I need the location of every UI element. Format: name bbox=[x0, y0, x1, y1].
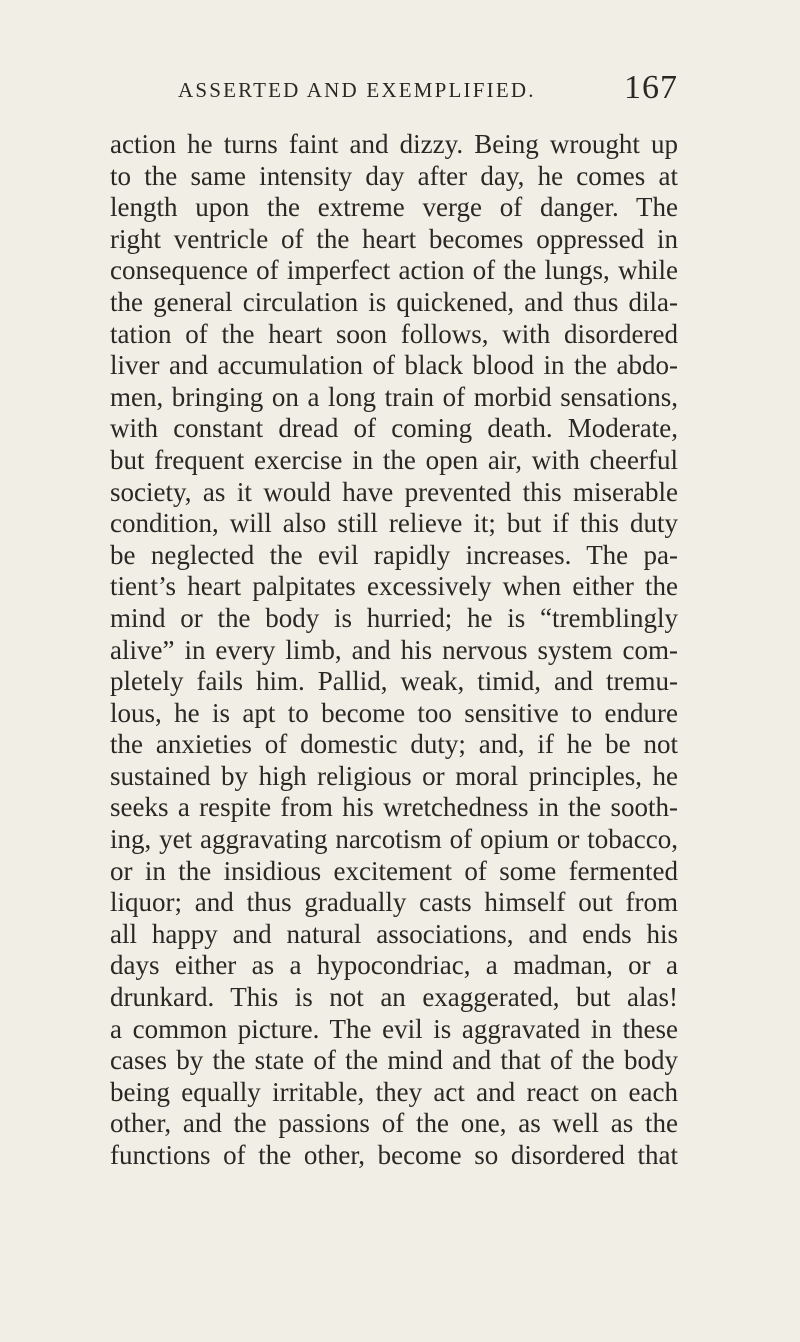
text-line: men, bringing on a long train of morbid sensations, bbox=[110, 381, 678, 412]
running-title: ASSERTED AND EXEMPLIFIED. bbox=[178, 78, 536, 102]
text-line: condition, will also still relieve it; but if this duty bbox=[110, 508, 678, 539]
text-line: functions of the other, become so disordered that bbox=[110, 1140, 678, 1170]
text-line: days either as a hypocondriac, a madman, or a bbox=[110, 950, 678, 981]
running-head bbox=[178, 70, 678, 110]
text-line: pletely fails him. Pallid, weak, timid, and tremu- bbox=[110, 666, 678, 697]
text-line: or in the insidious excitement of some fermented bbox=[110, 855, 678, 886]
text-line: but frequent exercise in the open air, with cheerful bbox=[110, 444, 678, 475]
text-line: seeks a respite from his wretchedness in the sooth- bbox=[110, 792, 678, 823]
text-line: alive” in every limb, and his nervous system com- bbox=[110, 634, 678, 665]
text-line: with constant dread of coming death. Moderate, bbox=[110, 413, 678, 444]
text-line: drunkard. This is not an exaggerated, but alas! bbox=[110, 982, 678, 1013]
text-line: liver and accumulation of black blood in the abdo- bbox=[110, 350, 678, 381]
text-line: the anxieties of domestic duty; and, if he be not bbox=[110, 729, 678, 760]
text-line: consequence of imperfect action of the lungs, while bbox=[110, 255, 678, 286]
text-line: action he turns faint and dizzy. Being wrought up bbox=[110, 129, 678, 159]
text-line: tient’s heart palpitates excessively when either the bbox=[110, 571, 678, 602]
text-line: other, and the passions of the one, as well as the bbox=[110, 1108, 678, 1139]
text-line: to the same intensity day after day, he comes at bbox=[110, 160, 678, 191]
text-line: be neglected the evil rapidly increases. The pa- bbox=[110, 539, 678, 570]
text-line: the general circulation is quickened, and thus dila- bbox=[110, 286, 678, 317]
text-line: tation of the heart soon follows, with disordered bbox=[110, 318, 678, 349]
text-line: lous, he is apt to become too sensitive to endure bbox=[110, 697, 678, 728]
text-line: mind or the body is hurried; he is “tremblingly bbox=[110, 602, 678, 633]
text-line: a common picture. The evil is aggravated in these bbox=[110, 1013, 678, 1044]
body-text bbox=[110, 129, 678, 1172]
page-number: 167 bbox=[624, 69, 678, 106]
text-line: society, as it would have prevented this miserable bbox=[110, 476, 678, 507]
text-line: liquor; and thus gradually casts himself out from bbox=[110, 887, 678, 918]
text-line: being equally irritable, they act and react on each bbox=[110, 1076, 678, 1107]
text-line: sustained by high religious or moral principles, he bbox=[110, 760, 678, 791]
text-line: ing, yet aggravating narcotism of opium or tobacco, bbox=[110, 824, 678, 855]
text-line: right ventricle of the heart becomes oppressed in bbox=[110, 223, 678, 254]
text-line: length upon the extreme verge of danger. The bbox=[110, 192, 678, 223]
text-line: all happy and natural associations, and ends his bbox=[110, 918, 678, 949]
text-line: cases by the state of the mind and that of the body bbox=[110, 1045, 678, 1076]
